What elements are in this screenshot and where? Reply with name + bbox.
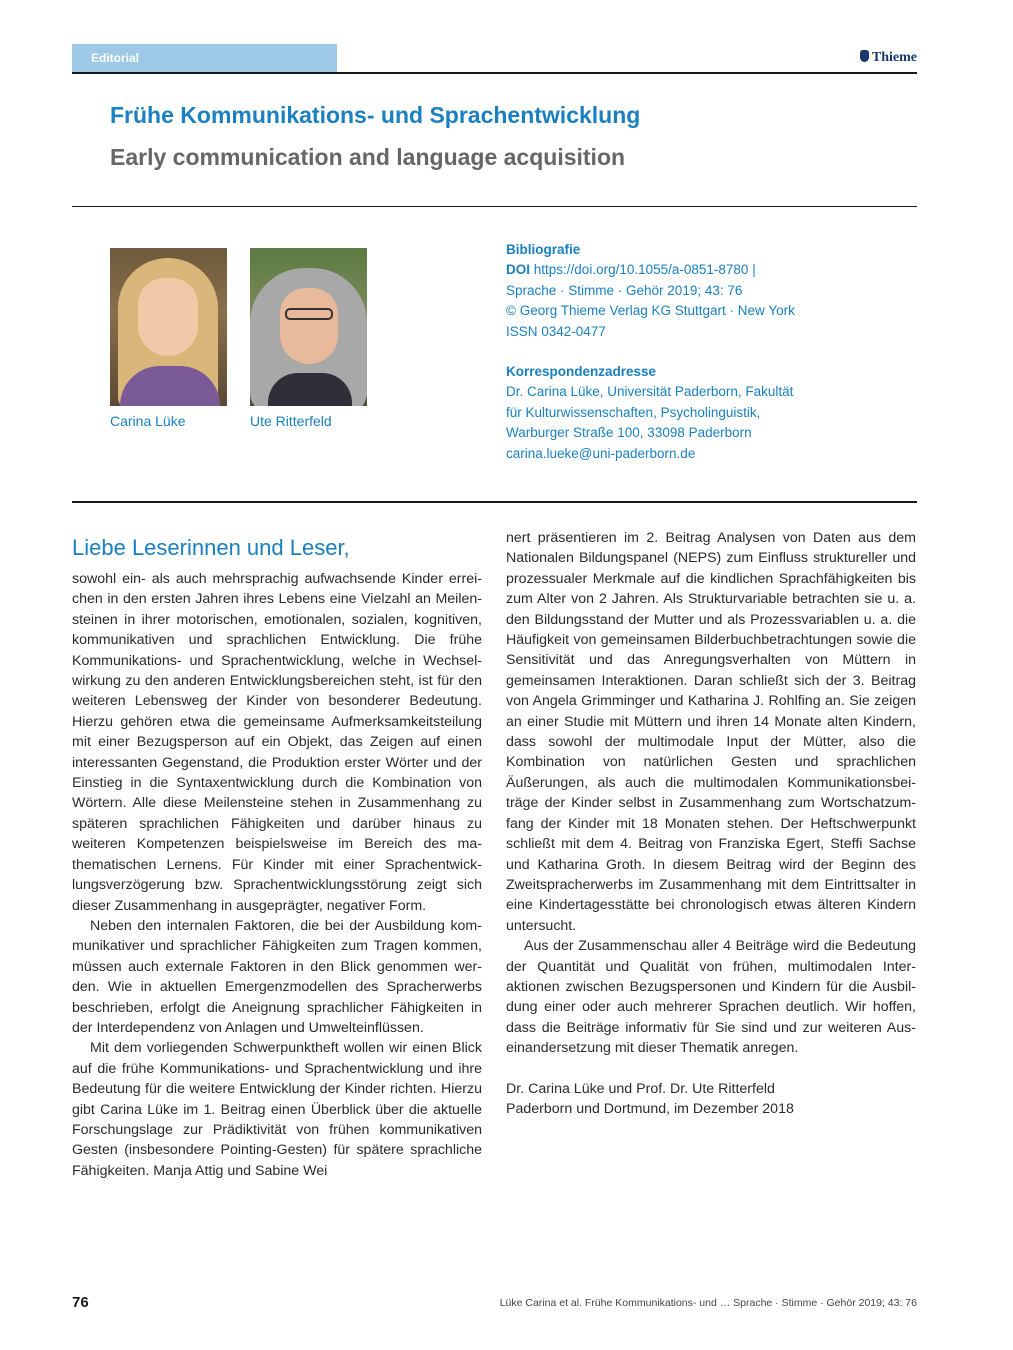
- author-caption: Ute Ritterfeld: [250, 413, 332, 429]
- bibliography-block: [506, 240, 836, 464]
- footer-citation: Lüke Carina et al. Frühe Kommunikations- und … Sprache · Stimme · Gehör 2019; 43: 76: [499, 1297, 917, 1309]
- article-title-german: Frühe Kommunikations- und Sprachentwicklung: [110, 102, 641, 128]
- doi-link[interactable]: https://doi.org/10.1055/a-0851-8780 |: [533, 262, 756, 278]
- publisher-logo: [860, 50, 917, 66]
- page-number: 76: [72, 1294, 89, 1311]
- article-title-english: Early communication and language acquisition: [110, 144, 626, 170]
- section-divider: [72, 501, 917, 503]
- body-column-right: [506, 528, 916, 1119]
- correspondence-email[interactable]: carina.lueke@uni-paderborn.de: [506, 445, 696, 461]
- thieme-crest-icon: [860, 50, 869, 62]
- author-photo-luke: [110, 248, 227, 406]
- issn-line: ISSN 0342-0477: [506, 323, 606, 339]
- section-label: Editorial: [72, 44, 337, 72]
- body-paragraph: Aus der Zusammenschau aller 4 Beiträge wird die Bedeutung der Quantität und Qualität von frühen, multimodalen Interaktionen zwischen Bezugspersonen und Kindern für die Ausbildung einer oder auch mehrerer Sprachen deutlich. Wir hoffen, dass die Beiträge informativ für Sie sind und zur weiteren Auseinandersetzung mit dieser Thematik anregen.: [506, 938, 916, 1057]
- copyright-line: © Georg Thieme Verlag KG Stuttgart · New York: [506, 303, 795, 319]
- author-caption: Carina Lüke: [110, 413, 186, 429]
- author-photo-ritterfeld: [250, 248, 367, 406]
- correspondence-line: für Kulturwissenschaften, Psycholinguistik,: [506, 404, 761, 420]
- correspondence-line: Dr. Carina Lüke, Universität Paderborn, Fakultät: [506, 384, 794, 400]
- body-paragraph: Mit dem vorliegenden Schwerpunktheft wollen wir einen Blick auf die frühe Kommunikations- und Sprachentwicklung und ihre Bedeutung für die weitere Entwicklung der Kinder richten. Hierzu gibt Carina Lüke im 1. Beitrag einen Überblick über die aktuelle Forschungslage zur Prädiktivität von frühen kommunikativen Gesten (insbesondere Pointing-Gesten) für spätere sprachliche Fähigkeiten. Manja Attig und Sabine Wei: [72, 1040, 482, 1179]
- signoff-place: Paderborn und Dortmund, im Dezember 2018: [506, 1100, 794, 1117]
- correspondence-line: Warburger Straße 100, 33098 Paderborn: [506, 425, 752, 441]
- doi-line: [506, 260, 836, 280]
- body-paragraph: sowohl ein- als auch mehrsprachig aufwachsende Kinder erreichen in den ersten Jahren ihres Lebens eine Vielzahl an Meilensteinen in ihrer motorischen, emotionalen, sozialen, kognitiven, kommunikativen und sprachlichen Entwicklung. Die frühe Kommunikations- und Sprachentwicklung, welche in Wechselwirkung zu den anderen Entwicklungsbereichen steht, ist für den weiteren Lebensweg der Kinder von besonderer Bedeutung. Hierzu gehören etwa die gemeinsame Aufmerksamkeitsteilung mit einer Bezugsperson auf ein Objekt, das Zeigen auf einen interessanten Gegenstand, die Produktion erster Wörter und der Einstieg in die Syntaxentwicklung durch die Kombination von Wörtern. Alle diese Meilensteine stehen in Zusammenhang zu späteren sprachlichen Fähigkeiten und darüber hinaus zu weiteren Kompetenzen beispielsweise im Bereich des mathematischen Lernens. Für Kinder mit einer Sprachentwicklungsverzögerung bzw. Sprachentwicklungsstörung zeigt sich dieser Zusammenhang in ausgeprägter, negativer Form.: [72, 571, 482, 914]
- bibliography-heading: Bibliografie: [506, 242, 581, 257]
- salutation-heading: Liebe Leserinnen und Leser,: [72, 535, 350, 560]
- correspondence-heading: Korrespondenzadresse: [506, 364, 657, 380]
- journal-reference: Sprache · Stimme · Gehör 2019; 43: 76: [506, 282, 743, 298]
- body-column-left: [72, 569, 482, 1181]
- body-paragraph: nert präsentieren im 2. Beitrag Analysen von Daten aus dem Nationalen Bildungspanel (NEPS) zum Einfluss struktureller und prozessualer Merkmale auf die kindlichen Sprachfähigkeiten bis zum Alter von 2 Jahren. Als Strukturvariable betrachten sie u. a. den Bildungsstand der Mutter und als Prozessvariablen u. a. die Häufigkeit von gemeinsamen Bilderbuchbetrachtungen sowie die Sensitivität und das Anregungsverhalten von Müttern in gemeinsamen Interaktionen. Daran schließt sich der 3. Beitrag von Angela Grimminger und Katharina J. Rohlfing an. Sie zeigen an einer Studie mit Müttern und ihren 14 Monate alten Kindern, dass sowohl der multimodale Input der Mütter, also die Kombination von natürlichen Gesten und sprachlichen Äußerungen, als auch die multimodalen Kommunikationsbeiträge der Kinder selbst in Zusammenhang zum Wortschatzumfang der Kinder mit 18 Monaten stehen. Der Heftschwerpunkt schließt mit dem 4. Beitrag von Franziska Egert, Steffi Sachse und Katharina Groth. In diesem Beitrag wird der Beginn des Zweitspracherwerbs im Zusammenhang mit dem Eintrittsalter in eine Kindertagesstätte bei chronologisch etwas älteren Kindern untersucht.: [506, 530, 916, 934]
- publisher-logo-text: Thieme: [871, 50, 917, 65]
- title-divider: [72, 206, 917, 207]
- doi-label: DOI: [506, 262, 531, 278]
- signoff-names: Dr. Carina Lüke und Prof. Dr. Ute Ritterfeld: [506, 1080, 775, 1097]
- body-paragraph: Neben den internalen Faktoren, die bei der Ausbildung kommunikativer und sprachlicher Fähigkeiten zum Tragen kommen, müssen auch externale Faktoren in den Blick genommen werden. Wie in aktuellen Emergenzmodellen des Spracherwerbs beschrieben, erfolgt die Aneignung sprachlicher Fähigkeiten in der Interdependenz von Anlagen und Umwelteinflüssen.: [72, 917, 482, 1036]
- header-divider: [72, 72, 917, 74]
